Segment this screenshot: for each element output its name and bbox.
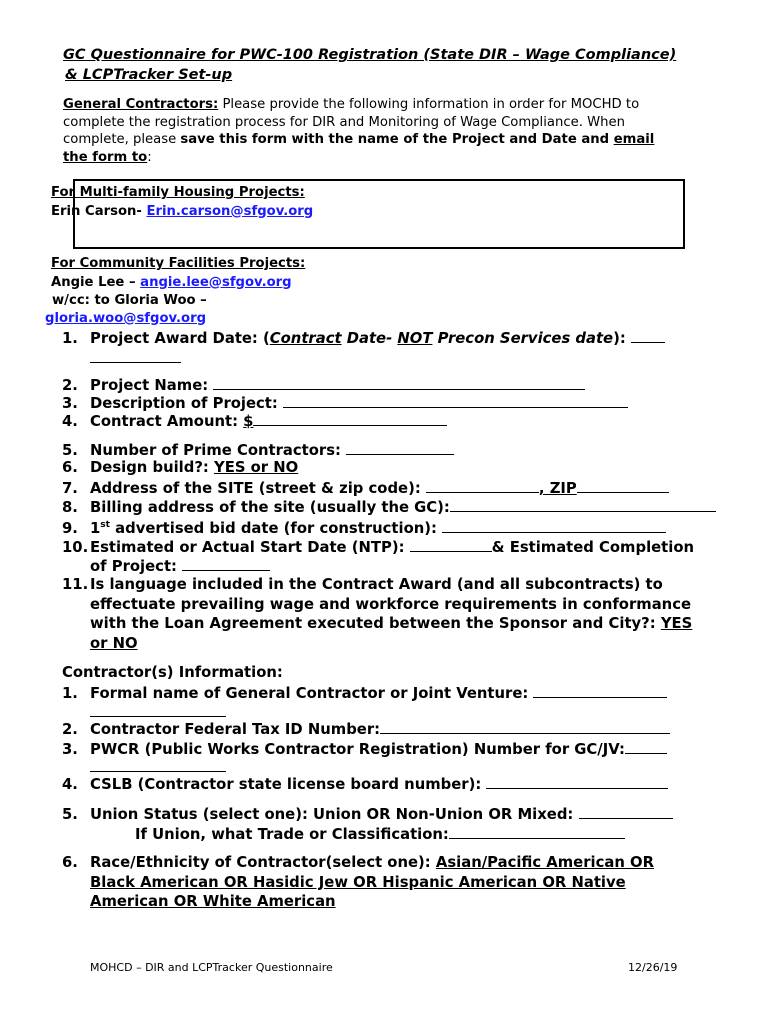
pwcr-field[interactable]	[625, 738, 667, 754]
community-heading-text: For Community Facilities Projects:	[51, 256, 306, 271]
project-item-11-line-4	[90, 634, 138, 654]
item-number: 1.	[62, 330, 78, 347]
prime-contractors-field[interactable]	[346, 439, 454, 455]
contractor-item-6	[62, 853, 654, 873]
project-item-11	[62, 575, 663, 595]
item-number: 6.	[62, 459, 78, 476]
item-number: 11.	[62, 576, 89, 593]
intro-lead: General Contractors:	[63, 97, 219, 112]
item-number: 2.	[62, 377, 78, 394]
intro-line-1	[63, 96, 639, 114]
item-number: 9.	[62, 519, 78, 537]
community-contact	[51, 274, 292, 293]
project-item-1	[62, 327, 665, 349]
contractor-item-4-label: CSLB (Contractor state license board number):	[90, 776, 487, 793]
contractor-item-6-line-3	[90, 892, 336, 912]
multifamily-contact	[51, 203, 313, 222]
item-7-label: Address of the SITE (street & zip code):	[90, 480, 426, 497]
union-status-field[interactable]	[579, 803, 673, 819]
project-name-field[interactable]	[213, 374, 585, 390]
cc-line-text: w/cc: to Gloria Woo –	[52, 292, 207, 308]
intro-line-3	[63, 131, 654, 149]
item-1-label-c: Date-	[341, 330, 398, 347]
footer-left-text: MOHCD – DIR and LCPTracker Questionnaire	[90, 961, 333, 974]
design-build-options[interactable]: YES or NO	[214, 459, 299, 476]
cc-line	[52, 292, 207, 311]
title-text-2: & LCPTracker Set-up	[65, 67, 233, 83]
intro-line-2	[63, 114, 625, 132]
gc-name-field[interactable]	[533, 682, 667, 698]
item-9-superscript: st	[100, 520, 110, 530]
intro-line-3-c: email	[613, 132, 655, 147]
item-11-line-1: Is language included in the Contract Award (and all subcontracts) to	[90, 576, 663, 593]
contractor-item-5	[62, 803, 673, 825]
contractor-heading-text: Contractor(s) Information:	[62, 664, 283, 681]
project-item-8	[62, 496, 716, 518]
project-description-field[interactable]	[283, 392, 628, 408]
award-date-field[interactable]	[631, 327, 665, 343]
pwcr-field-cont[interactable]	[90, 756, 226, 772]
bid-date-field[interactable]	[442, 517, 666, 533]
ethnicity-options-1[interactable]: Asian/Pacific American OR	[435, 854, 655, 871]
item-number: 1.	[62, 685, 78, 702]
cc-email	[45, 310, 206, 329]
cc-email-link[interactable]: gloria.woo@sfgov.org	[45, 310, 207, 326]
intro-line-2-text: complete the registration process for DIR and Monitoring of Wage Compliance. When	[63, 114, 625, 130]
intro-line-4-b: :	[147, 149, 152, 165]
contractor-item-5-sub	[135, 823, 625, 845]
item-1-label-e: Precon Services date	[432, 330, 614, 347]
item-11-no-option[interactable]: or NO	[90, 634, 138, 652]
item-1-label-b: Contract	[269, 330, 342, 347]
item-4-label: Contract Amount:	[90, 413, 244, 430]
document-title-line-2	[63, 65, 232, 85]
project-item-4	[62, 410, 447, 432]
item-1-label-d: NOT	[397, 330, 433, 347]
contractor-item-4	[62, 773, 668, 795]
item-number: 8.	[62, 499, 78, 516]
item-1-label-a: Project Award Date: (	[90, 330, 270, 347]
project-item-1-cont	[90, 347, 181, 369]
project-item-11-line-2	[90, 595, 691, 615]
community-name: Angie Lee –	[51, 274, 141, 290]
dollar-sign: $	[243, 413, 254, 430]
item-11-line-2-text: effectuate prevailing wage and workforce requirements in conformance	[90, 595, 692, 613]
item-number: 6.	[62, 854, 78, 871]
intro-line-4-a: the form to	[63, 149, 148, 165]
intro-line-3-a: complete, please	[63, 132, 181, 147]
intro-line-4	[63, 149, 152, 167]
title-text-1: GC Questionnaire for PWC-100 Registration (State DIR – Wage Compliance)	[63, 47, 677, 63]
footer-left	[90, 961, 333, 974]
community-email-link[interactable]: angie.lee@sfgov.org	[140, 274, 292, 290]
zip-label: , ZIP	[538, 480, 577, 497]
item-8-label: Billing address of the site (usually the GC):	[90, 499, 450, 516]
item-6-label: Design build?:	[90, 459, 214, 476]
item-11-yes-option[interactable]: YES	[660, 615, 693, 632]
item-11-line-3-text: with the Loan Agreement executed between the Sponsor and City?:	[90, 615, 661, 632]
item-number: 5.	[62, 806, 78, 823]
item-10-label-b: & Estimated Completion	[491, 539, 695, 556]
item-number: 4.	[62, 776, 78, 793]
ethnicity-options-2[interactable]: Black American OR Hasidic Jew OR Hispanic American OR Native	[90, 873, 626, 891]
ethnicity-options-3[interactable]: American OR White American	[90, 893, 336, 910]
footer-date-text: 12/26/19	[628, 961, 678, 974]
start-date-field[interactable]	[410, 536, 492, 552]
item-3-label: Description of Project:	[90, 395, 283, 412]
item-number: 5.	[62, 442, 78, 459]
item-number: 2.	[62, 721, 78, 738]
community-heading	[51, 255, 305, 274]
contractor-item-5-label: Union Status (select one): Union OR Non-Union OR Mixed:	[90, 806, 579, 823]
multifamily-name: Erin Carson-	[51, 203, 147, 219]
item-5-label: Number of Prime Contractors:	[90, 442, 347, 459]
award-date-field-cont[interactable]	[90, 347, 181, 363]
item-9-label-b: advertised bid date (for construction):	[109, 519, 443, 537]
tax-id-field[interactable]	[380, 718, 670, 734]
item-10-label-a: Estimated or Actual Start Date (NTP):	[90, 539, 410, 556]
multifamily-email-link[interactable]: Erin.carson@sfgov.org	[146, 203, 314, 219]
item-2-label: Project Name:	[90, 377, 214, 394]
union-trade-field[interactable]	[449, 823, 625, 839]
item-number: 7.	[62, 480, 78, 497]
footer-date	[628, 961, 677, 974]
union-trade-label: If Union, what Trade or Classification:	[135, 826, 449, 843]
item-10-label-c: of Project:	[90, 558, 183, 575]
document-title-line-1	[63, 45, 676, 65]
item-1-label-f: ):	[613, 330, 626, 347]
site-address-field[interactable]	[426, 477, 539, 493]
item-number: 4.	[62, 413, 78, 430]
gc-name-field-cont[interactable]	[90, 701, 226, 717]
multifamily-heading	[51, 184, 305, 203]
project-item-10-cont	[90, 555, 270, 577]
project-item-11-line-3	[90, 614, 692, 634]
contractor-item-6-line-2	[90, 873, 626, 893]
contractor-item-2-label: Contractor Federal Tax ID Number:	[90, 721, 381, 738]
billing-address-field[interactable]	[450, 496, 716, 512]
project-item-6	[62, 458, 298, 478]
completion-date-field[interactable]	[182, 555, 270, 571]
intro-line-1-text: Please provide the following information in order for MOCHD to	[218, 97, 640, 112]
item-number: 3.	[62, 741, 78, 758]
cslb-field[interactable]	[486, 773, 668, 789]
contractor-item-3-label: PWCR (Public Works Contractor Registration) Number for GC/JV:	[90, 741, 625, 758]
contractor-item-2	[62, 718, 670, 740]
item-number: 10.	[62, 539, 89, 556]
contractor-heading	[62, 663, 283, 683]
intro-line-3-b: save this form with the name of the Project and Date and	[180, 132, 614, 147]
item-9-label-a: 1	[90, 519, 101, 537]
item-number: 3.	[62, 395, 78, 412]
zip-field[interactable]	[577, 477, 669, 493]
contractor-item-1-label: Formal name of General Contractor or Joint Venture:	[90, 685, 534, 702]
multifamily-heading-text: For Multi-family Housing Projects:	[51, 185, 305, 200]
contractor-item-6-label: Race/Ethnicity of Contractor(select one):	[90, 854, 436, 871]
contract-amount-field[interactable]	[253, 410, 447, 426]
